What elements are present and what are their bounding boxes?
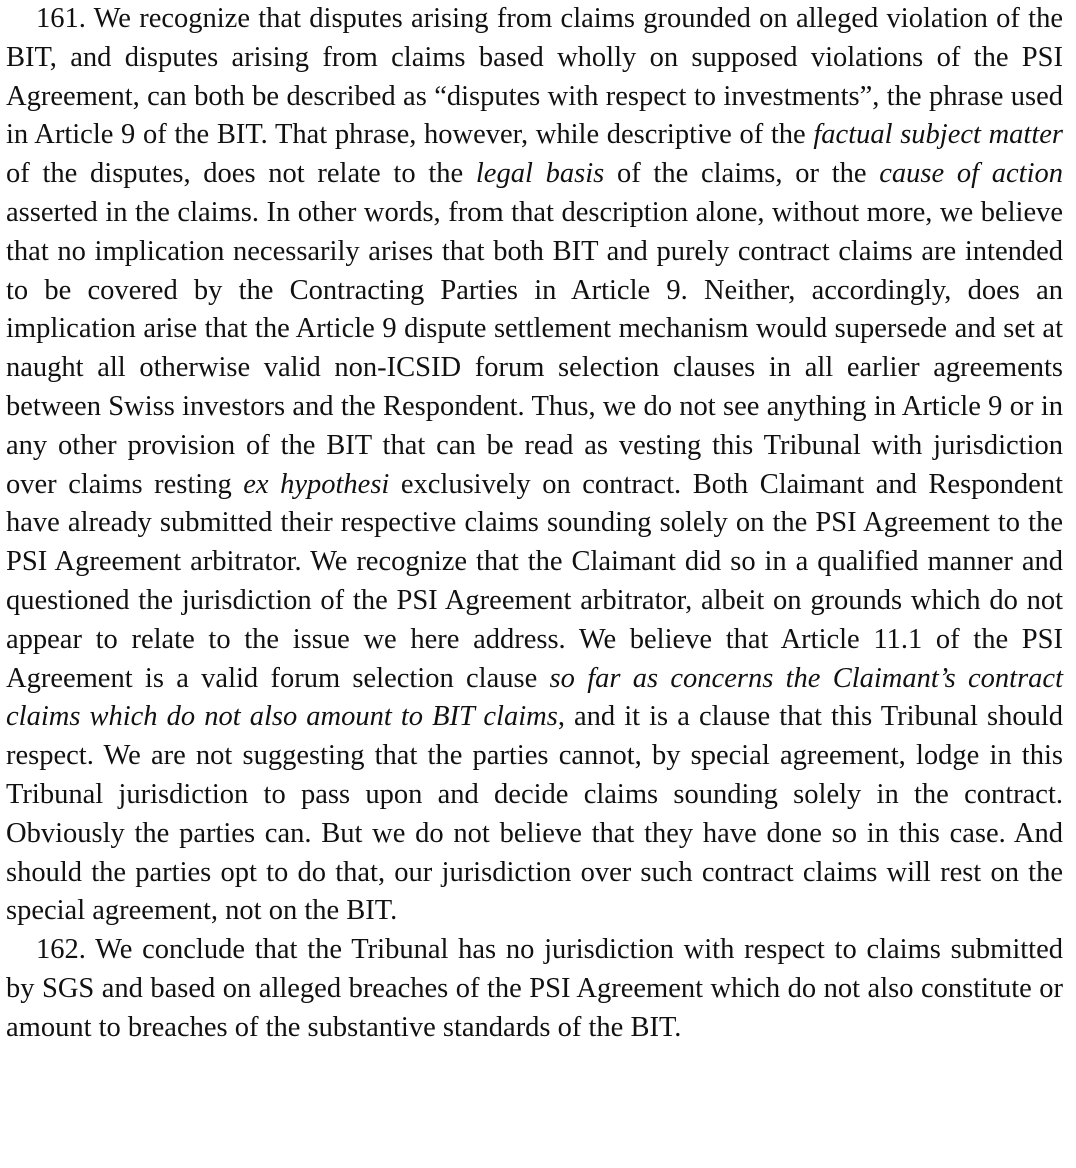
text-segment: exclusively on contract. Both Claimant and Respondent have already submitted their respective claims sounding solely on the PSI Agreement to the PSI Agreement arbitrator. We recognize that the Claimant did so in a qualified manner and questioned the jurisdiction of the PSI Agreement arbitrator, albeit on grounds which do not appear to relate to the issue we here address. We believe that Article 11.1 of the PSI Agreement is a valid forum selection clause bbox=[6, 468, 1063, 694]
text-segment: of the claims, or the bbox=[604, 158, 880, 190]
italic-segment: so far as concerns the Claimant’s contract claims which do not also amount to BIT claims bbox=[6, 662, 1063, 733]
text-segment: of the disputes, does not relate to the bbox=[6, 158, 476, 190]
italic-segment: legal basis bbox=[475, 158, 605, 190]
text-segment: asserted in the claims. In other words, from that description alone, without more, we believe that no implication necessarily arises that both BIT and purely contract claims are intended to be covered by the Contracting Parties in Article 9. Neither, accordingly, does an implication arise that the Article 9 dispute settlement mechanism would supersede and set at naught all otherwise valid non-ICSID forum selection clauses in all earlier agreements between Swiss investors and the Respondent. Thus, we do not see anything in Article 9 or in any other provision of the BIT that can be read as vesting this Tribunal with jurisdiction over claims resting bbox=[6, 196, 1063, 500]
paragraph-161 bbox=[6, 0, 1063, 931]
text-segment: , and it is a clause that this Tribunal should respect. We are not suggesting that the parties cannot, by special agreement, lodge in this Tribunal jurisdiction to pass upon and decide claims sounding solely in the contract. Obviously the parties can. But we do not believe that they have done so in this case. And should the parties opt to do that, our jurisdiction over such contract claims will rest on the special agreement, not on the BIT. bbox=[6, 701, 1063, 927]
italic-segment: factual subject matter bbox=[813, 119, 1064, 151]
paragraph-162 bbox=[6, 931, 1063, 1047]
italic-segment: cause of action bbox=[879, 158, 1064, 190]
italic-segment: ex hypothesi bbox=[243, 468, 390, 500]
text-segment: 162. We conclude that the Tribunal has no jurisdiction with respect to claims submitted by SGS and based on alleged breaches of the PSI Agreement which do not also constitute or amount to breaches of the substantive standards of the BIT. bbox=[6, 934, 1063, 1043]
text-segment: 161. We recognize that disputes arising from claims grounded on alleged violation of the BIT, and disputes arising from claims based wholly on supposed violations of the PSI Agreement, can both be described as “disputes with respect to investments”, the phrase used in Article 9 of the BIT. That phrase, however, while descriptive of the bbox=[6, 3, 1063, 151]
document-page bbox=[6, 0, 1063, 1048]
